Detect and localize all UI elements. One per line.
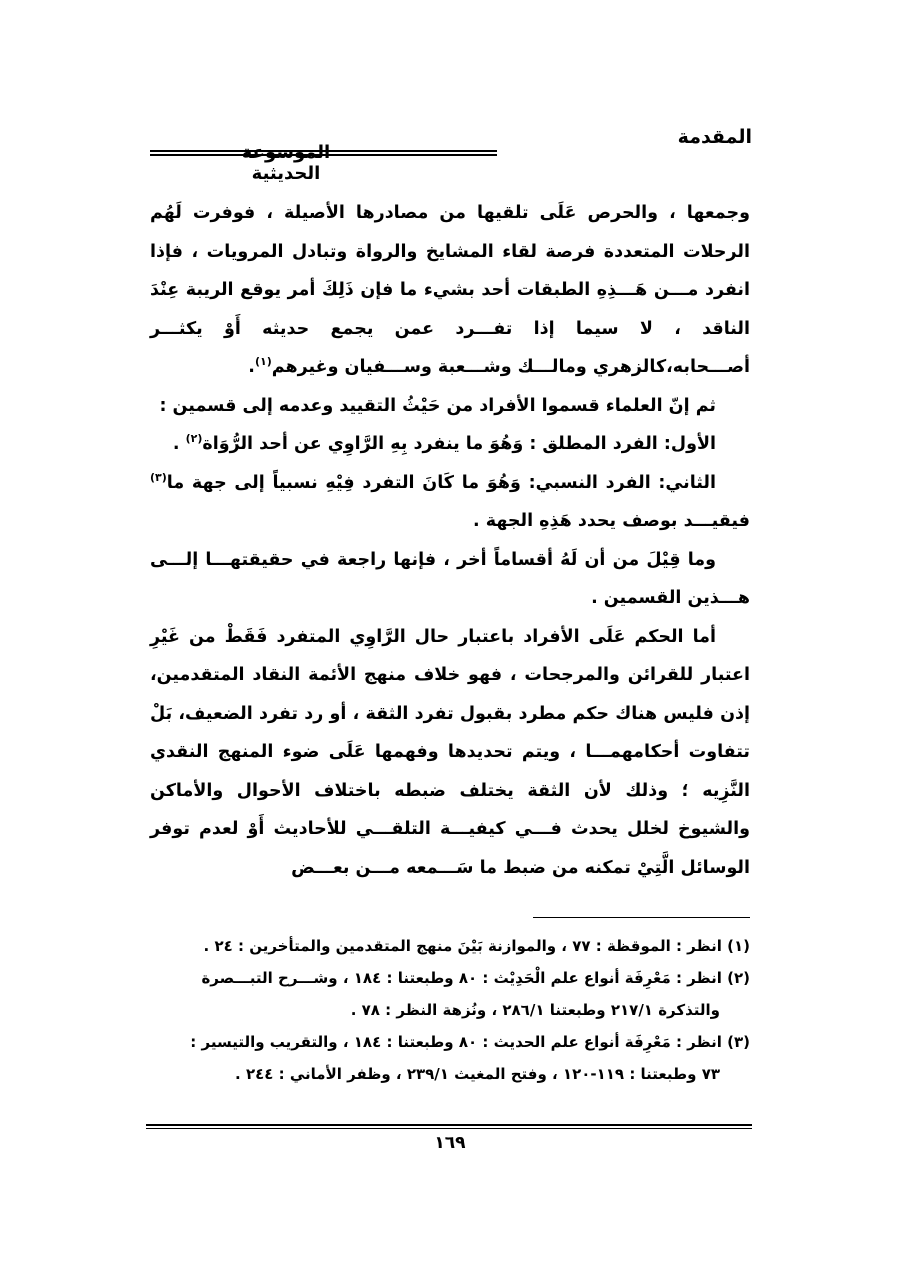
running-header-book-title: الموسوعة الحديثية bbox=[241, 142, 331, 184]
footnote-number: (١) bbox=[727, 937, 750, 955]
footnote-continuation: ٧٣ وطبعتنا : ١١٩-١٢٠ ، وفتح المغيث ٢٣٩/١ ، وظفر الأماني : ٢٤٤ . bbox=[235, 1065, 720, 1083]
footnote-text: انظر : الموقظة : ٧٧ ، والموازنة بَيْنَ منهج المتقدمين والمتأخرين : ٢٤ . bbox=[203, 937, 722, 955]
footnote-number: (٢) bbox=[727, 969, 750, 987]
header-rule-short bbox=[150, 150, 200, 156]
page-number: ١٦٩ bbox=[434, 1133, 466, 1153]
running-header-section: المقدمة bbox=[677, 126, 752, 148]
footnote-1 bbox=[150, 930, 750, 962]
bottom-double-rule bbox=[146, 1124, 752, 1129]
footnote-ref-2[interactable]: (٢) bbox=[185, 432, 203, 446]
footnote-ref-3[interactable]: (٣) bbox=[150, 470, 167, 484]
footnotes bbox=[150, 930, 750, 1090]
paragraph-3: الأول: الفرد المطلق : وَهُوَ ما ينفرد بِهِ الرَّاوِي عن أحد الرُّوَاة$^{(٢)}$ . bbox=[172, 432, 716, 454]
footnote-3 bbox=[150, 1026, 750, 1090]
paragraph-1: وجمعها ، والحرص عَلَى تلقيها من مصادرها الأصيلة ، فوفرت لَهُم الرحلات المتعددة فرصة لقاء المشايخ والرواة وتبادل المرويات ، فإذا انفرد مـــن هَـــذِهِ الطبقات أحد بشيء ما فإن ذَلِكَ أمر يوقع الريبة عِنْدَ الناقد ، لا سيما إذا تفـــرد عمن يجمع حديثه أَوْ يكثـــر أصـــحابه،كالزهري ومالـــك وشـــعبة وســـفيان وغيرهم$^{(١)}$. bbox=[150, 203, 750, 377]
paragraph-2: ثم إنّ العلماء قسموا الأفراد من حَيْثُ التقييد وعدمه إلى قسمين : bbox=[159, 395, 716, 416]
footnote-ref-1[interactable]: (١) bbox=[254, 355, 272, 369]
footnote-number: (٣) bbox=[727, 1033, 750, 1051]
paragraph-5: وما قِيْلَ من أن لَهُ أقساماً أخر ، فإنها راجعة في حقيقتهـــا إلـــى هـــذين القسمين . bbox=[150, 549, 750, 608]
footnote-2 bbox=[150, 962, 750, 1026]
paragraph-6: أما الحكم عَلَى الأفراد باعتبار حال الرَّاوِي المتفرد فَقَطْ من غَيْرِ اعتبار للقرائن والمرجحات ، فهو خلاف منهج الأئمة النقاد المتقدمين، إذن فليس هناك حكم مطرد بقبول تفرد الثقة ، أو رد تفرد الضعيف، بَلْ تتفاوت أحكامهمـــا ، ويتم تحديدها وفهمها عَلَى ضوء المنهج النقدي النَّزِيه ؛ وذلك لأن الثقة يختلف ضبطه باختلاف الأحوال والأماكن والشيوخ لخلل يحدث فـــي كيفيـــة التلقـــي للأحاديث أَوْ لعدم توفر الوسائل الَّتِيْ تمكنه من ضبط ما سَـــمعه مـــن بعـــض bbox=[150, 626, 750, 878]
body-text bbox=[150, 194, 750, 887]
footnote-continuation: والتذكرة ٢١٧/١ وطبعتنا ٢٨٦/١ ، ونُزهة النظر : ٧٨ . bbox=[350, 1001, 720, 1019]
footnote-separator bbox=[533, 917, 750, 918]
paragraph-4: الثاني: الفرد النسبي: وَهُوَ ما كَانَ التفرد فِيْهِ نسبياً إلى جهة ما$^{(٣)}$ فيقيـــد بوصف يحدد هَذِهِ الجهة . bbox=[150, 470, 750, 531]
footnote-text: انظر : مَعْرِفَة أنواع علم الحديث : ٨٠ وطبعتنا : ١٨٤ ، والتقريب والتيسير : bbox=[190, 1033, 722, 1051]
footnote-text: انظر : مَعْرِفَة أنواع علم الْحَدِيْث : ٨٠ وطبعتنا : ١٨٤ ، وشـــرح التبـــصرة bbox=[201, 969, 722, 987]
